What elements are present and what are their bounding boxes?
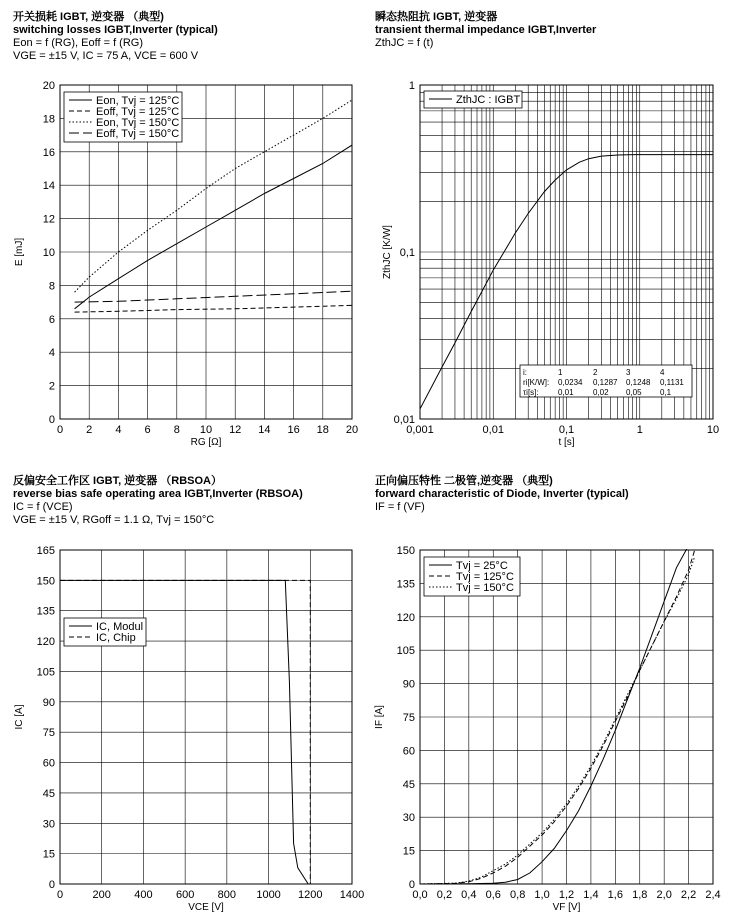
x-tick-label: 16	[287, 424, 300, 436]
y-tick-label: 6	[48, 313, 55, 326]
x-tick-label: 0,01	[482, 424, 504, 436]
title-cn: 正向偏压特性 二极管,逆变器 （典型)	[375, 475, 553, 487]
x-tick-label: 1000	[256, 889, 281, 901]
legend-entry: Eon, Tvj = 125°C	[96, 95, 180, 107]
y-tick-label: 0	[408, 879, 415, 891]
y-tick-label: 8	[48, 280, 55, 293]
x-axis-label: RG [Ω]	[190, 437, 222, 448]
table-cell: 0,02	[593, 388, 609, 397]
x-tick-label: 1200	[298, 889, 323, 901]
title-en: forward characteristic of Diode, Inverter (typical)	[375, 488, 629, 500]
table-cell: 0,01	[558, 388, 574, 397]
chart-p4	[374, 545, 721, 913]
thermal-table	[520, 365, 692, 397]
x-tick-label: 10	[706, 424, 720, 436]
table-cell: i:	[523, 368, 527, 377]
y-tick-label: 12	[42, 213, 55, 226]
y-tick-label: 90	[42, 696, 55, 709]
x-tick-label: 20	[345, 424, 359, 436]
legend	[64, 618, 146, 646]
x-tick-label: 600	[175, 889, 195, 901]
legend-entry: Tvj = 150°C	[456, 582, 514, 594]
x-tick-label: 0,4	[461, 889, 477, 901]
formula: ZthJC = f (t)	[375, 37, 434, 49]
conditions: VGE = ±15 V, RGoff = 1.1 Ω, Tvj = 150°C	[13, 514, 215, 526]
x-tick-label: 1,8	[632, 889, 648, 901]
x-tick-label: 400	[134, 889, 153, 901]
y-axis-label: ZthJC [K/W]	[382, 225, 393, 279]
y-tick-label: 60	[42, 757, 55, 770]
y-tick-label: 105	[396, 645, 415, 658]
x-axis-label: VCE [V]	[188, 902, 224, 913]
y-tick-label: 2	[48, 380, 55, 393]
x-tick-label: 0	[56, 889, 64, 901]
x-tick-label: 0,8	[510, 889, 526, 901]
table-cell: 0,05	[626, 388, 642, 397]
gridlines	[420, 550, 713, 884]
chart-p1	[14, 80, 358, 448]
y-tick-label: 0	[48, 414, 55, 426]
title-en: switching losses IGBT,Inverter (typical)	[13, 24, 218, 36]
table-cell: 1	[558, 368, 563, 377]
y-tick-label: 1	[408, 80, 415, 92]
x-tick-label: 1,2	[558, 889, 575, 901]
legend-entry: Eoff, Tvj = 125°C	[96, 106, 180, 118]
y-tick-label: 0,01	[393, 414, 415, 426]
x-tick-label: 8	[173, 424, 180, 436]
x-tick-label: 12	[229, 424, 242, 436]
table-cell: 0,1	[660, 388, 672, 397]
y-tick-label: 45	[402, 778, 415, 791]
x-axis-label: t [s]	[558, 437, 575, 448]
y-tick-label: 75	[402, 712, 415, 724]
formula: IF = f (VF)	[375, 501, 425, 513]
x-axis-label: VF [V]	[552, 902, 581, 913]
legend-entry: Tvj = 125°C	[456, 571, 514, 583]
series-line-3	[420, 557, 695, 884]
y-tick-label: 90	[402, 678, 415, 691]
y-tick-label: 10	[42, 247, 55, 259]
table-cell: τi[s]:	[523, 388, 539, 397]
x-tick-label: 1,6	[607, 889, 623, 901]
y-tick-label: 0,1	[399, 247, 415, 259]
y-tick-label: 15	[42, 848, 55, 861]
x-tick-label: 6	[144, 424, 151, 436]
x-tick-label: 14	[258, 424, 271, 436]
legend-entry: Tvj = 25°C	[456, 560, 508, 572]
formula: IC = f (VCE)	[13, 501, 73, 513]
x-tick-label: 0,2	[436, 889, 453, 901]
y-tick-label: 105	[36, 666, 55, 679]
y-tick-label: 15	[402, 845, 415, 858]
table-cell: 2	[593, 368, 598, 377]
title-cn: 瞬态热阻抗 IGBT, 逆变器	[375, 11, 498, 23]
y-tick-label: 45	[42, 787, 55, 800]
legend-entry: IC, Chip	[96, 632, 136, 644]
y-tick-label: 135	[36, 605, 55, 618]
x-tick-label: 0,6	[485, 889, 501, 901]
title-en: reverse bias safe operating area IGBT,Inverter (RBSOA)	[13, 488, 303, 500]
x-tick-label: 0,1	[558, 424, 575, 436]
y-axis-label: E [mJ]	[14, 237, 25, 267]
x-tick-label: 2,0	[656, 889, 672, 901]
title-cn: 反偏安全工作区 IGBT, 逆变器 （RBSOA）	[13, 475, 223, 487]
y-tick-label: 165	[36, 545, 55, 557]
series-line-2	[75, 305, 352, 312]
x-tick-label: 2,2	[680, 889, 697, 901]
conditions: VGE = ±15 V, IC = 75 A, VCE = 600 V	[13, 50, 199, 62]
x-tick-label: 1,4	[583, 889, 599, 901]
legend-entry: IC, Modul	[96, 621, 144, 633]
formula: Eon = f (RG), Eoff = f (RG)	[13, 37, 144, 49]
y-tick-label: 20	[42, 80, 55, 92]
table-cell: 0,0234	[558, 378, 583, 387]
y-tick-label: 60	[402, 745, 415, 758]
y-tick-label: 18	[42, 113, 55, 126]
legend	[424, 91, 522, 108]
x-tick-label: 18	[316, 424, 329, 436]
y-tick-label: 0	[48, 879, 55, 891]
legend	[64, 92, 182, 142]
x-tick-label: 2,4	[705, 889, 721, 901]
y-tick-label: 16	[42, 146, 55, 159]
x-tick-label: 0,0	[412, 889, 428, 901]
chart-p3	[14, 545, 364, 913]
gridlines	[60, 550, 352, 884]
x-tick-label: 1	[636, 424, 643, 436]
y-tick-label: 150	[396, 545, 415, 557]
plot-frame	[60, 550, 352, 884]
legend-entry: Eon, Tvj = 150°C	[96, 117, 180, 129]
x-tick-label: 1,0	[534, 889, 550, 901]
y-tick-label: 75	[42, 727, 55, 740]
x-tick-label: 0	[56, 424, 64, 436]
series-line-4	[75, 291, 352, 302]
table-cell: 0,1248	[626, 378, 651, 387]
title-cn: 开关损耗 IGBT, 逆变器 （典型)	[13, 11, 164, 23]
y-tick-label: 135	[396, 578, 415, 591]
y-axis-label: IC [A]	[14, 704, 25, 730]
series-line-1	[75, 145, 352, 309]
x-tick-label: 0,001	[406, 424, 434, 436]
x-tick-label: 2	[86, 424, 93, 436]
table-cell: 3	[626, 368, 631, 377]
y-tick-label: 4	[48, 347, 55, 360]
y-tick-label: 30	[402, 812, 415, 825]
legend	[424, 557, 520, 596]
y-tick-label: 14	[42, 180, 55, 193]
table-cell: ri[K/W]:	[523, 378, 550, 387]
x-tick-label: 200	[92, 889, 111, 901]
table-cell: 0,1287	[593, 378, 618, 387]
table-cell: 4	[660, 368, 665, 377]
y-axis-label: IF [A]	[374, 705, 385, 729]
y-tick-label: 120	[396, 611, 415, 624]
title-en: transient thermal impedance IGBT,Inverter	[375, 24, 597, 36]
x-tick-label: 1400	[339, 889, 365, 901]
y-tick-label: 30	[42, 818, 55, 831]
legend-entry: Eoff, Tvj = 150°C	[96, 128, 180, 140]
x-tick-label: 800	[217, 889, 237, 901]
y-tick-label: 120	[36, 636, 55, 649]
chart-p2	[382, 80, 719, 448]
x-tick-label: 10	[199, 424, 213, 436]
y-tick-label: 150	[36, 575, 55, 588]
x-tick-label: 4	[115, 424, 122, 436]
table-cell: 0,1131	[660, 378, 684, 387]
legend-entry: ZthJC : IGBT	[456, 94, 521, 106]
